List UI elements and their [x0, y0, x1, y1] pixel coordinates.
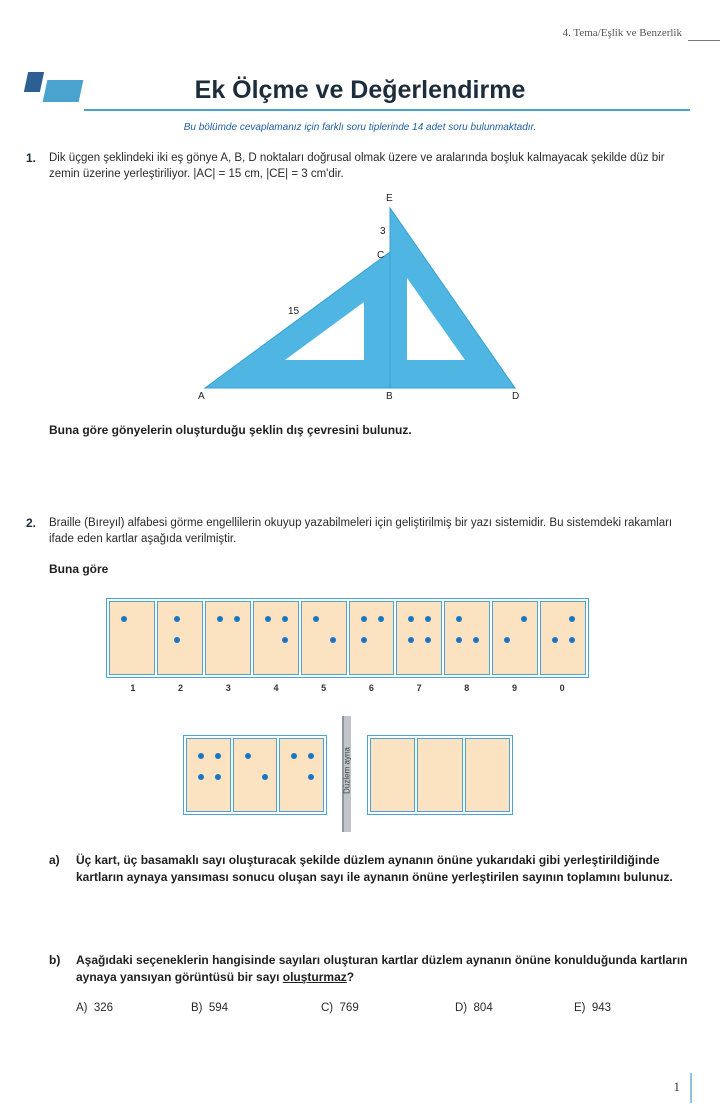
reflection-card-empty [370, 738, 415, 812]
running-head-rule [688, 40, 720, 41]
point-label-e: E [386, 193, 393, 204]
braille-dot [308, 774, 314, 780]
braille-card-2 [157, 601, 203, 675]
choice-b[interactable] [191, 1002, 228, 1014]
braille-card-3 [205, 601, 251, 675]
choice-value: 804 [473, 1002, 493, 1014]
front-card-4 [279, 738, 324, 812]
cards-in-front-of-mirror [183, 735, 327, 815]
digit-label: 9 [511, 683, 517, 693]
choice-a[interactable] [76, 1002, 113, 1014]
braille-card-1 [109, 601, 155, 675]
braille-dot [425, 616, 431, 622]
digit-label: 2 [178, 683, 184, 693]
braille-card-4 [253, 601, 299, 675]
braille-dot [245, 753, 251, 759]
braille-dot [282, 637, 288, 643]
point-label-b: B [386, 391, 393, 402]
part-a-text: Üç kart, üç basamaklı sayı oluşturacak şekilde düzlem aynanın önüne yukarıdaki gibi yerleştirildiğinde kartların aynaya yansıması sonucu oluşan sayı ile aynanın önüne yerleştirilen sayının toplamını bulunuz. [76, 853, 673, 884]
braille-dot [215, 774, 221, 780]
braille-dot [456, 616, 462, 622]
choice-value: 326 [93, 1002, 114, 1014]
braille-digit-labels [106, 683, 589, 693]
digit-label: 4 [273, 683, 279, 693]
braille-card-0 [540, 601, 586, 675]
front-card-7 [186, 738, 231, 812]
braille-dot [504, 637, 510, 643]
choice-letter: A) [76, 1002, 88, 1014]
reflection-card-empty [465, 738, 510, 812]
choice-value: 769 [339, 1002, 359, 1014]
braille-dot [215, 753, 221, 759]
braille-dot [361, 637, 367, 643]
braille-card-6 [349, 601, 395, 675]
braille-card-9 [492, 601, 538, 675]
question-1-number: 1. [26, 151, 37, 165]
part-b-label: b) [49, 953, 61, 967]
front-card-5 [233, 738, 278, 812]
digit-label: 3 [225, 683, 231, 693]
braille-dot [456, 637, 462, 643]
digit-label: 6 [368, 683, 374, 693]
braille-dot [552, 637, 558, 643]
digit-label: 8 [464, 683, 470, 693]
choice-letter: D) [455, 1002, 468, 1014]
braille-dot [569, 637, 575, 643]
point-label-c: C [377, 250, 385, 261]
braille-digit-cards [106, 598, 589, 678]
braille-dot [198, 774, 204, 780]
part-b-text-start: Aşağıdaki seçeneklerin hangisinde sayıları oluşturan kartlar düzlem aynanın önüne konulduğunda kartların aynaya yansıyan görüntüsü bir sayı [76, 953, 688, 984]
choice-d[interactable] [455, 1002, 493, 1014]
braille-dot [308, 753, 314, 759]
braille-dot [174, 637, 180, 643]
braille-dot [121, 616, 127, 622]
braille-dot [378, 616, 384, 622]
title-underline [84, 109, 690, 111]
page-number-rule [690, 1073, 692, 1103]
length-label-ac: 15 [288, 306, 300, 317]
question-1-text: Dik üçgen şeklindeki iki eş gönye A, B, D noktaları doğrusal olmak üzere ve aralarında boşluk kalmayacak şekilde düz bir zemin üzerine yerleştiriliyor. |AC| = 15 cm, |CE| = 3 cm'dir. [49, 152, 665, 180]
braille-dot [330, 637, 336, 643]
page-number: 1 [673, 1079, 680, 1094]
question-1-prompt: Buna göre gönyelerin oluşturduğu şeklin dış çevresini bulunuz. [49, 423, 412, 437]
choice-letter: B) [191, 1002, 203, 1014]
braille-dot [521, 616, 527, 622]
choice-letter: C) [321, 1002, 334, 1014]
digit-label: 0 [559, 683, 565, 693]
running-head: 4. Tema/Eşlik ve Benzerlik [562, 27, 682, 39]
reflection-card-empty [417, 738, 462, 812]
question-2-lead: Buna göre [49, 562, 109, 576]
braille-dot [174, 616, 180, 622]
braille-dot [265, 616, 271, 622]
braille-card-8 [444, 601, 490, 675]
intro-text: Bu bölümde cevaplamanız için farklı soru tiplerinde 14 adet soru bulunmaktadır. [183, 122, 537, 133]
braille-dot [361, 616, 367, 622]
question-2-text: Braille (Bıreyıl) alfabesi görme engellilerin okuyup yazabilmeleri için geliştirilmiş bir yazı sistemidir. Bu sistemdeki rakamları ifade eden kartlar aşağıda verilmiştir. [49, 517, 673, 545]
digit-label: 1 [130, 683, 136, 693]
mirror-reflection-cards [367, 735, 513, 815]
braille-dot [473, 637, 479, 643]
part-b-underlined-word: oluşturmaz [282, 970, 347, 984]
point-label-d: D [512, 391, 520, 402]
choice-e[interactable] [574, 1002, 611, 1014]
braille-dot [217, 616, 223, 622]
digit-label: 5 [321, 683, 327, 693]
choice-value: 594 [208, 1002, 229, 1014]
braille-card-5 [301, 601, 347, 675]
braille-card-7 [396, 601, 442, 675]
braille-dot [313, 616, 319, 622]
page-title: Ek Ölçme ve Değerlendirme [194, 76, 526, 104]
part-a-label: a) [49, 853, 60, 867]
braille-dot [262, 774, 268, 780]
part-b-text [76, 952, 692, 986]
braille-dot [291, 753, 297, 759]
braille-dot [282, 616, 288, 622]
choice-letter: E) [574, 1002, 586, 1014]
length-label-ce: 3 [380, 226, 386, 237]
braille-dot [198, 753, 204, 759]
point-label-a: A [198, 391, 205, 402]
choice-value: 943 [591, 1002, 612, 1014]
set-square-figure [190, 190, 530, 405]
digit-label: 7 [416, 683, 422, 693]
part-b-text-end: ? [346, 970, 355, 984]
mirror-label: Düzlem ayna [342, 747, 352, 794]
braille-dot [569, 616, 575, 622]
choice-c[interactable] [321, 1002, 359, 1014]
braille-dot [425, 637, 431, 643]
braille-dot [234, 616, 240, 622]
braille-dot [408, 637, 414, 643]
question-2-number: 2. [26, 516, 37, 530]
braille-dot [408, 616, 414, 622]
